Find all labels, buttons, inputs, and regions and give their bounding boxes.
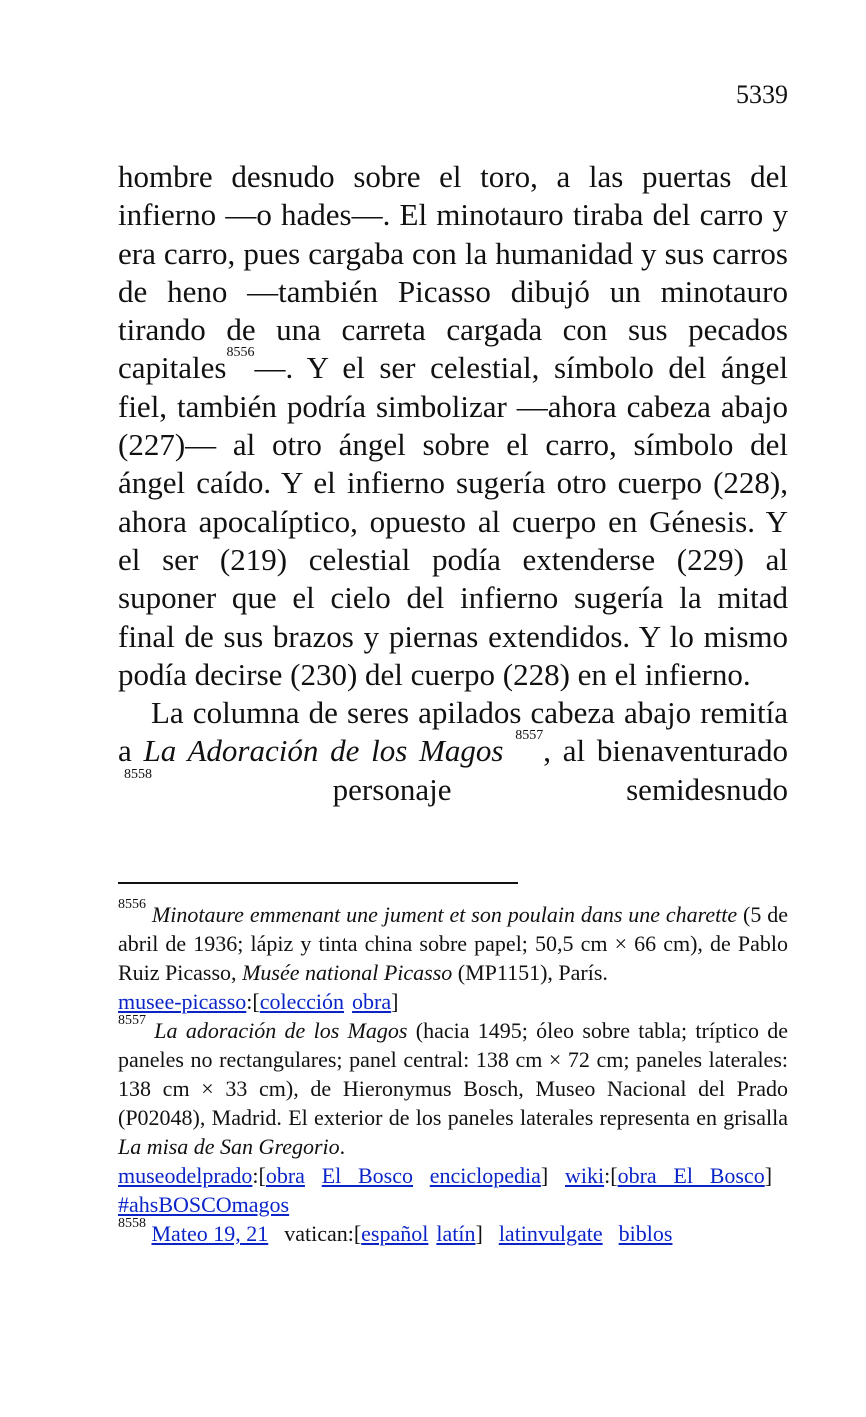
paragraph-2 [118,694,788,809]
link-latinvulgate[interactable]: latinvulgate [498,1221,603,1246]
footnote-ref-8558[interactable]: 8558 [124,766,152,782]
link-el-bosco[interactable]: El Bosco [321,1163,413,1188]
p2-text-c: personaje semidesnudo [332,771,788,807]
bracket-close: ] [391,989,399,1014]
link-prado-obra[interactable]: obra [265,1163,305,1188]
footnote-separator [118,882,518,884]
footnote-8556-links [118,987,788,1016]
footnotes [118,897,789,1248]
footnote-ref-8556[interactable]: 8556 [226,345,255,361]
fn-text: (hacia 1495; óleo sobre tabla; tríptico de paneles no rectangulares; panel central: 138 cm × 72 cm; paneles laterales: 138 cm × 33 cm), de Hieronymus Bosch, Museo Nacional del Prado (P02048), Madrid. El exterior de los paneles laterales representa en grisalla [118,1018,789,1130]
page-number: 5339 [736,80,788,109]
bracket-open: :[ [246,989,260,1014]
fn-text: . [339,1134,346,1159]
bracket-open: :[ [252,1163,266,1188]
p1-text-b: —. Y el ser celestial, símbolo del ángel fiel, también podría simbolizar —ahora cabeza abajo (227)— al otro ángel sobre el carro, símbolo del ángel caído. Y el infierno sugería otro cuerpo (228), ahora apocalíptico, opuesto al cuerpo en Génesis. Y el ser (219) celestial podía extenderse (229) al suponer que el cielo del infierno sugería la mitad final de sus brazos y piernas extendidos. Y lo mismo podía decirse (230) del cuerpo (228) en el infierno. [118,350,788,692]
link-enciclopedia[interactable]: enciclopedia [429,1163,541,1188]
footnote-8558 [118,1216,788,1248]
footnote-8556 [118,897,789,987]
fn-artwork-title: Minotaure emmenant une jument et son poulain dans une charette [151,902,738,927]
link-coleccion[interactable]: colección [259,989,345,1014]
body-text [118,158,788,809]
link-mateo[interactable]: Mateo 19, 21 [151,1221,269,1246]
fn-artwork-title-2: La misa de San Gregorio [118,1134,340,1159]
link-hashtag[interactable]: #ahsBOSCOmagos [118,1192,290,1217]
bracket-close: ] [764,1163,773,1188]
bracket-close: ] [475,1221,483,1246]
link-latin[interactable]: latín [436,1221,476,1246]
fn-museum: Musée national Picasso [242,960,453,985]
link-espanol[interactable]: español [361,1221,429,1246]
link-wiki-obra[interactable]: obra El Bosco [617,1163,765,1188]
paragraph-1 [118,158,788,694]
footnote-number: 8557 [118,1013,146,1028]
link-obra[interactable]: obra [352,989,392,1014]
link-biblos[interactable]: biblos [618,1221,673,1246]
footnote-number: 8556 [118,897,146,912]
footnote-ref-8557[interactable]: 8557 [515,728,544,744]
bracket-open: :[ [604,1163,618,1188]
bracket-close: ] [540,1163,549,1188]
fn-artwork-title: La adoración de los Magos [154,1018,408,1043]
p2-text-b: , al bienaventurado [543,733,788,769]
p2-artwork-title: La Adoración de los Magos [143,733,504,769]
p1-text-a: hombre desnudo sobre el toro, a las puertas del infierno —o hades—. El minotauro tiraba del carro y era carro, pues cargaba con la humanidad y sus carros de heno —también Picasso dibujó un minotauro tirando de una carreta cargada con sus pecados capitales [118,159,788,386]
p2-text-a: La columna de seres apilados cabeza abajo remitía a [118,695,788,769]
link-museodelprado[interactable]: museodelprado [118,1163,253,1188]
footnote-number: 8558 [118,1216,146,1231]
footnote-8557-links [118,1161,788,1219]
vatican-label: vatican:[ [284,1221,362,1246]
link-musee-picasso[interactable]: musee-picasso [118,989,247,1014]
link-wiki[interactable]: wiki [565,1163,605,1188]
footnote-8557 [118,1013,789,1161]
fn-text: (MP1151), París. [452,960,608,985]
fn-text: (5 de abril de 1936; lápiz y tinta china sobre papel; 50,5 cm × 66 cm), de Pablo Ruiz Picasso, [118,902,789,985]
